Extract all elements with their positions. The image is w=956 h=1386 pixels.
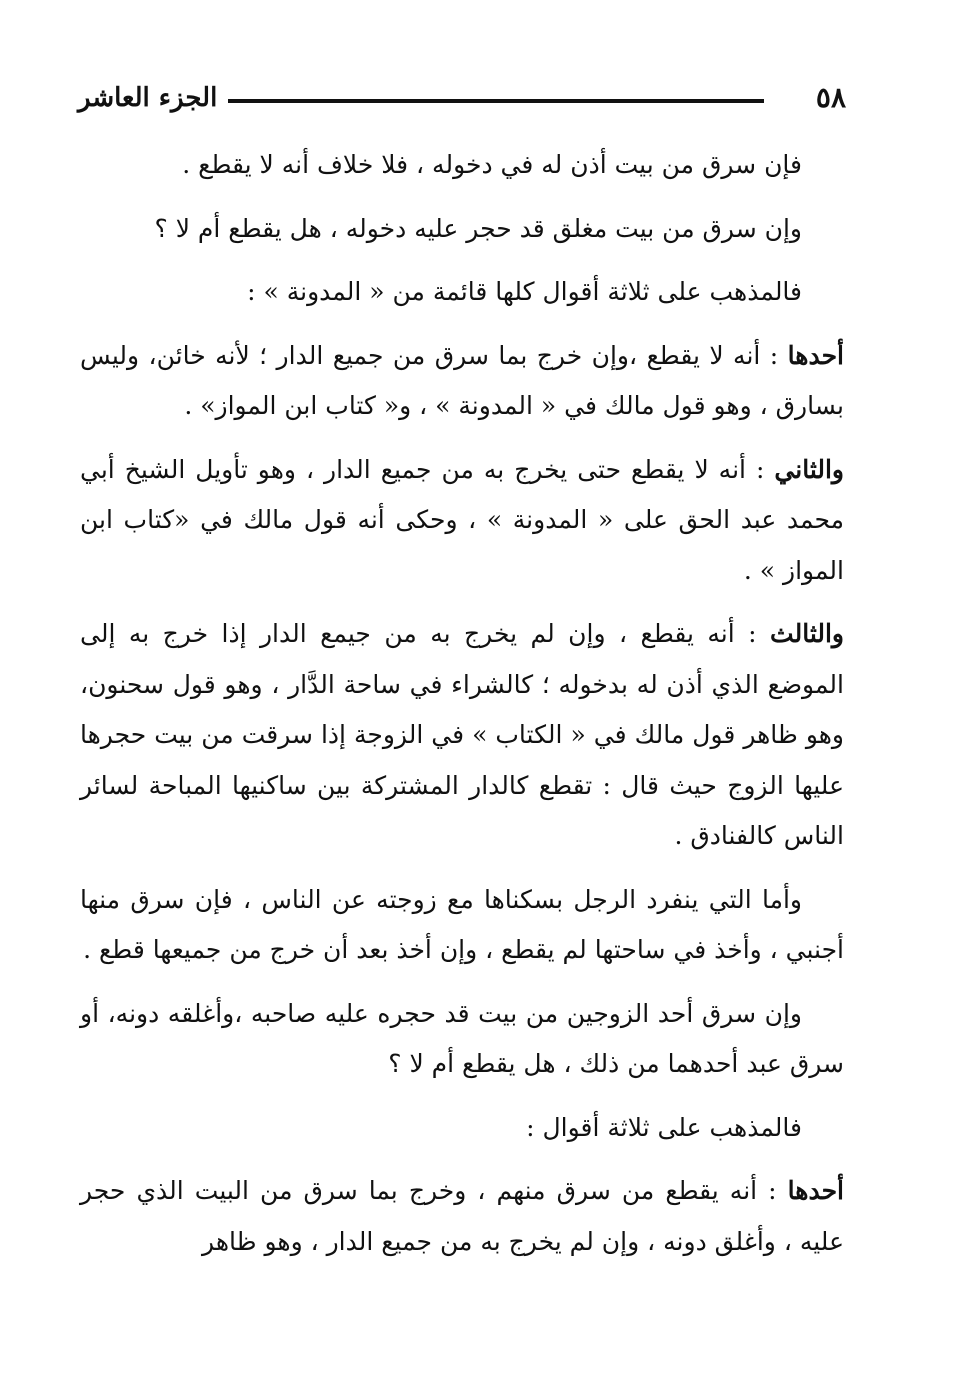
paragraph-text: : أنه يقطع من سرق منهم ، وخرج بما سرق من البيت الذي حجر عليه ، وأغلق دونه ، وإن لم يخرج به من جميع الدار ، وهو ظاهر bbox=[80, 1176, 844, 1256]
paragraph-text: فالمذهب على ثلاثة أقوال : bbox=[526, 1112, 802, 1142]
running-head: الجزء العاشر bbox=[78, 83, 218, 113]
paragraph-text: : أنه يقطع ، وإن لم يخرج به من جيمع الدار إذا خرج به إلى الموضع الذي أذن له بدخوله ؛ كالشراء في ساحة الدَّار ، وهو قول سحنون، وهو ظاهر قول مالك في « الكتاب » في الزوجة إذا سرقت من بيت حجرها عليها الزوج حيث قال : تقطع كالدار المشتركة بين ساكنيها المباحة لسائر الناس كالفنادق . bbox=[80, 619, 844, 850]
paragraph-lead: والثاني bbox=[774, 454, 844, 484]
paragraph-lead: أحدها bbox=[787, 340, 844, 370]
paragraph-text: فالمذهب على ثلاثة أقوال كلها قائمة من « المدونة » : bbox=[247, 277, 802, 306]
body-text bbox=[80, 140, 844, 1280]
paragraph-text: وأما التي ينفرد الرجل بسكناها مع زوجته عن الناس ، فإن سرق منها أجنبي ، وأخذ في ساحتها لم يقطع ، وإن أخذ بعد أن خرج من جميعها قطع . bbox=[80, 884, 844, 964]
page-number: ٥٨ bbox=[815, 81, 846, 114]
paragraph-lead: أحدها bbox=[787, 1176, 844, 1205]
paragraph-2 bbox=[80, 204, 844, 255]
paragraph-7 bbox=[80, 875, 844, 976]
paragraph-8 bbox=[80, 989, 844, 1090]
paragraph-text: : أنه لا يقطع حتى يخرج به من جميع الدار ، وهو تأويل الشيخ أبي محمد عبد الحق على « المدونة » ، وحكى أنه قول مالك في «كتاب ابن المواز » . bbox=[80, 454, 844, 585]
paragraph-4 bbox=[80, 331, 844, 432]
paragraph-lead: والثالث bbox=[770, 619, 844, 648]
paragraph-text: : أنه لا يقطع ،وإن خرج بما سرق من جميع الدار ؛ لأنه خائن، وليس بسارق ، وهو قول مالك في « المدونة » ، و« كتاب ابن المواز» . bbox=[80, 340, 844, 420]
paragraph-text: وإن سرق من بيت مغلق قد حجر عليه دخوله ، هل يقطع أم لا ؟ bbox=[154, 213, 802, 243]
paragraph-3 bbox=[80, 267, 844, 318]
paragraph-5 bbox=[80, 445, 844, 597]
paragraph-text: فإن سرق من بيت أذن له في دخوله ، فلا خلاف أنه لا يقطع . bbox=[182, 150, 802, 179]
paragraph-6 bbox=[80, 609, 844, 862]
paragraph-text: وإن سرق أحد الزوجين من بيت قد حجره عليه صاحبه ،وأغلقه دونه، أو سرق عبد أحدهما من ذلك ، هل يقطع أم لا ؟ bbox=[80, 998, 844, 1078]
paragraph-1 bbox=[80, 140, 844, 191]
paragraph-9 bbox=[80, 1103, 844, 1154]
header-rule bbox=[228, 99, 764, 103]
page-header bbox=[78, 72, 846, 128]
paragraph-10 bbox=[80, 1166, 844, 1267]
